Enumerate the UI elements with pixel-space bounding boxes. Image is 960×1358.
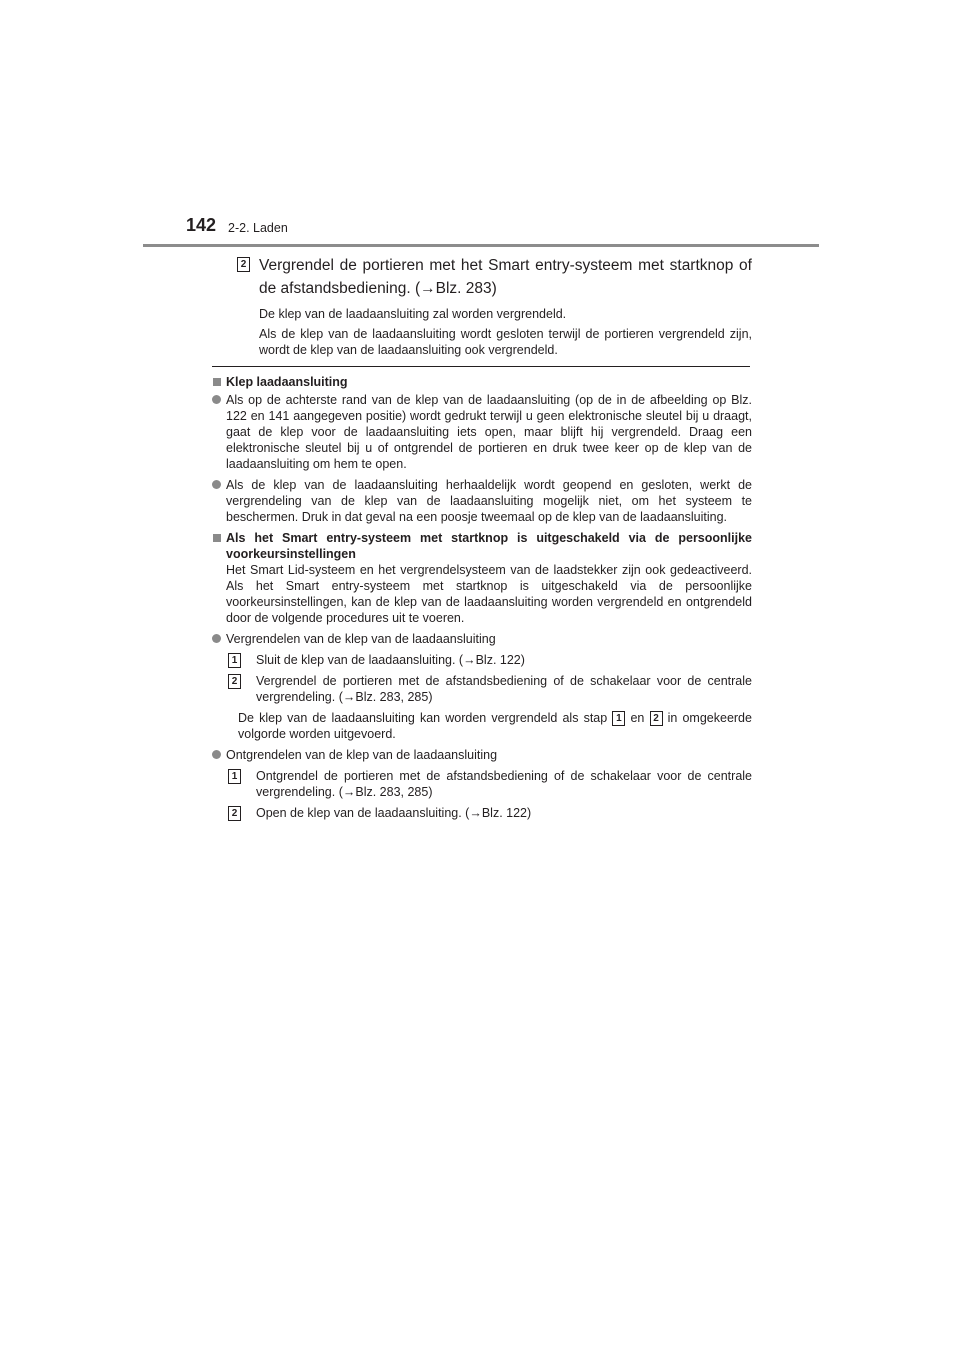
procedure-step xyxy=(212,768,752,800)
step-number-box: 1 xyxy=(228,653,241,668)
procedure-step xyxy=(212,652,752,668)
section-divider xyxy=(212,366,750,367)
step-instruction: Vergrendel de portieren met het Smart entry-systeem met startknop of de afstandsbediening. (→Blz. 283) xyxy=(259,257,752,297)
note-bullet-lock: Vergrendelen van de klep van de laadaansluiting xyxy=(212,631,752,647)
step-number-box: 2 xyxy=(228,806,241,821)
procedure-step-text: Vergrendel de portieren met de afstandsbediening of de schakelaar voor de centrale vergrendeling. (→Blz. 283, 285) xyxy=(256,674,752,704)
note-paragraph: Het Smart Lid-systeem en het vergrendelsysteem van de laadstekker zijn ook gedeactiveerd. Als het Smart entry-systeem met startknop is uitgeschakeld via de persoonlijke voorkeursinstellingen, kan de klep van de laadaansluiting worden vergrendeld en ontgrendeld door de volgende procedures uit te voeren. xyxy=(226,563,752,625)
text-fragment: en xyxy=(630,711,645,725)
main-step xyxy=(237,254,752,358)
step-number-box: 1 xyxy=(612,711,625,726)
step-note: Als de klep van de laadaansluiting wordt gesloten terwijl de portieren vergrendeld zijn, wordt de klep van de laadaansluiting ook vergrendeld. xyxy=(259,327,752,357)
step-number-box: 2 xyxy=(237,257,250,272)
note-bullet-unlock: Ontgrendelen van de klep van de laadaansluiting xyxy=(212,747,752,763)
page-number: 142 xyxy=(186,215,217,235)
note-paragraph-reverse xyxy=(212,710,752,742)
procedure-step xyxy=(212,805,752,821)
text-fragment: in omgekeerde volgorde worden uitgevoerd. xyxy=(238,711,752,741)
note-heading-smart-entry: Als het Smart entry-systeem met startknop is uitgeschakeld via de persoonlijke voorkeursinstellingen xyxy=(212,530,752,562)
note-heading-lid: Klep laadaansluiting xyxy=(212,374,752,390)
procedure-step-text: Open de klep van de laadaansluiting. (→Blz. 122) xyxy=(256,806,532,820)
step-number-box: 2 xyxy=(228,674,241,689)
header-rule xyxy=(143,244,819,247)
step-result: De klep van de laadaansluiting zal worden vergrendeld. xyxy=(259,307,567,321)
step-number-box: 1 xyxy=(228,769,241,784)
procedure-step xyxy=(212,673,752,705)
note-bullet: Als op de achterste rand van de klep van de laadaansluiting (op de in de afbeelding op Blz. 122 en 141 aangegeven positie) wordt gedrukt terwijl u geen elektronische sleutel bij u draagt, gaat de klep voor de laadaansluiting iets open, maar blijft hij vergrendeld. Draag een elektronische sleutel bij u of ontgrendel de portieren en druk twee keer op de klep van de laadaansluiting om hem te open. xyxy=(212,392,752,472)
procedure-step-text: Ontgrendel de portieren met de afstandsbediening of de schakelaar voor de centrale vergrendeling. (→Blz. 283, 285) xyxy=(256,769,752,799)
step-number-box: 2 xyxy=(650,711,663,726)
notes-section xyxy=(212,374,752,821)
text-fragment: De klep van de laadaansluiting kan worden vergrendeld als stap xyxy=(238,711,608,725)
note-bullet: Als de klep van de laadaansluiting herhaaldelijk wordt geopend en gesloten, werkt de vergrendeling van de klep van de laadaansluiting mogelijk niet, om het systeem te beschermen. Druk in dat geval na een poosje tweemaal op de klep van de laadaansluiting. xyxy=(212,477,752,525)
section-title: 2-2. Laden xyxy=(228,221,288,235)
procedure-step-text: Sluit de klep van de laadaansluiting. (→Blz. 122) xyxy=(256,653,525,667)
